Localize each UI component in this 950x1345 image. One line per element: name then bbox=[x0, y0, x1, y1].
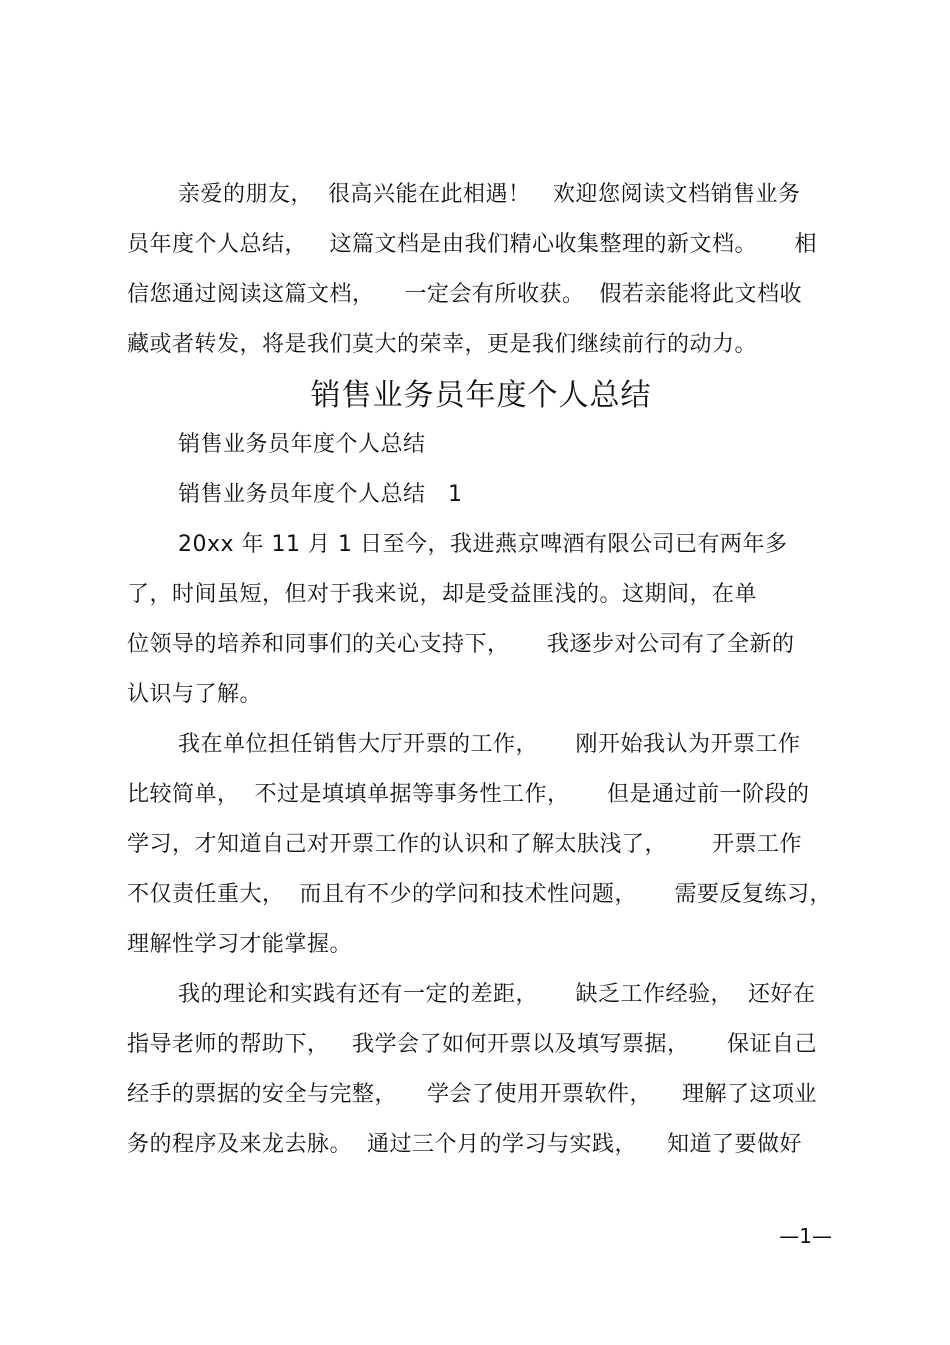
para3-line-1: 我的理论和实践有还有一定的差距， 缺乏工作经验， 还好在 bbox=[178, 982, 816, 1007]
page-number: —1— bbox=[779, 1224, 832, 1248]
intro-line-1: 亲爱的朋友， 很高兴能在此相遇！ 欢迎您阅读文档销售业务 bbox=[178, 182, 801, 207]
para3-line-4: 务的程序及来龙去脉。 通过三个月的学习与实践， 知道了要做好 bbox=[127, 1132, 802, 1157]
para1-line-3: 位领导的培养和同事们的关心支持下， 我逐步对公司有了全新的 bbox=[127, 632, 795, 657]
subtitle-2: 销售业务员年度个人总结 1 bbox=[178, 482, 463, 507]
para3-line-2: 指导老师的帮助下， 我学会了如何开票以及填写票据， 保证自己 bbox=[127, 1032, 817, 1057]
intro-line-4: 藏或者转发，将是我们莫大的荣幸，更是我们继续前行的动力。 bbox=[127, 332, 758, 357]
subtitle-1: 销售业务员年度个人总结 bbox=[178, 432, 426, 457]
para1-line-4: 认识与了解。 bbox=[127, 682, 263, 707]
para3-line-3: 经手的票据的安全与完整， 学会了使用开票软件， 理解了这项业 bbox=[127, 1082, 817, 1107]
document-title: 销售业务员年度个人总结 bbox=[310, 378, 652, 413]
para1-line-2: 了，时间虽短，但对于我来说，却是受益匪浅的。这期间，在单 bbox=[127, 582, 758, 607]
para2-line-5: 理解性学习才能掌握。 bbox=[127, 932, 353, 957]
para2-line-4: 不仅责任重大， 而且有不少的学问和技术性问题， 需要反复练习， bbox=[127, 882, 832, 907]
intro-line-3: 信您通过阅读这篇文档， 一定会有所收获。 假若亲能将此文档收 bbox=[127, 282, 802, 307]
para2-line-2: 比较简单， 不过是填填单据等事务性工作， 但是通过前一阶段的 bbox=[127, 782, 810, 807]
intro-line-2: 员年度个人总结， 这篇文档是由我们精心收集整理的新文档。 相 bbox=[127, 232, 817, 257]
para1-line-1: 20xx 年 11 月 1 日至今，我进燕京啤酒有限公司已有两年多 bbox=[178, 532, 788, 557]
para2-line-1: 我在单位担任销售大厅开票的工作， 刚开始我认为开票工作 bbox=[178, 732, 801, 757]
para2-line-3: 学习，才知道自己对开票工作的认识和了解太肤浅了， 开票工作 bbox=[127, 832, 802, 857]
